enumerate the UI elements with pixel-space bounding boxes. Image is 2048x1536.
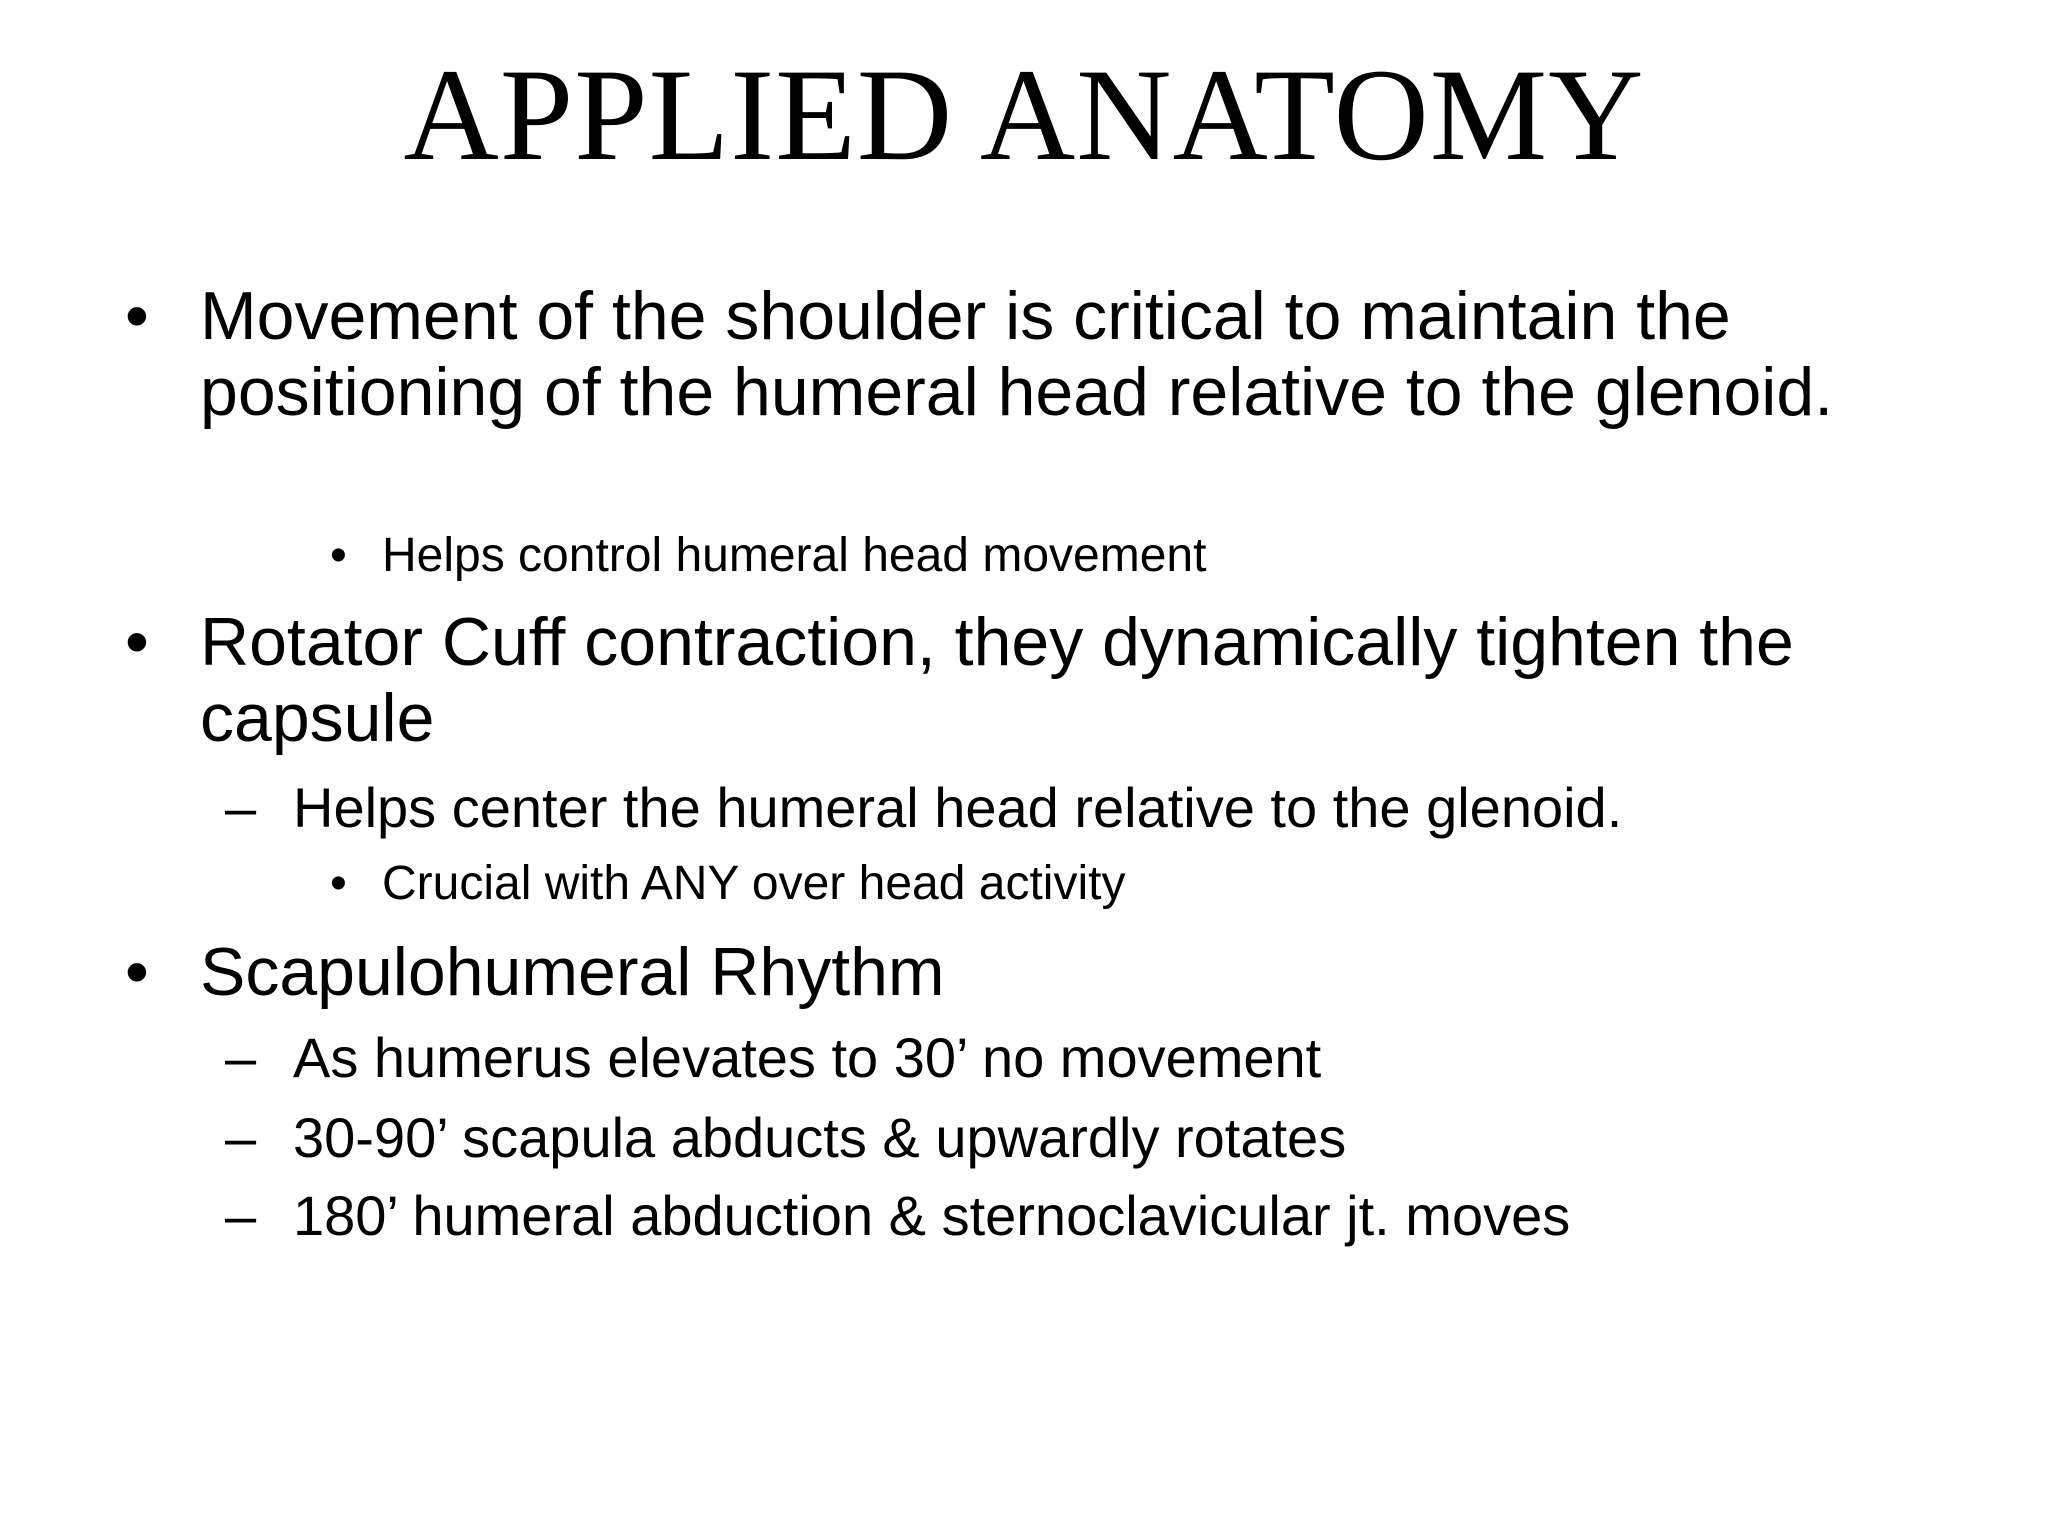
sub-bullet-item bbox=[0, 1106, 1668, 1170]
bullet-item bbox=[0, 278, 1834, 430]
sub-sub-bullet-item bbox=[0, 856, 1552, 912]
dash-marker: – bbox=[225, 1026, 257, 1089]
dash-marker: – bbox=[225, 1184, 257, 1247]
sub-bullet-item bbox=[0, 776, 1668, 840]
sub-bullet-text: 180’ humeral abduction & sternoclavicular jt. moves bbox=[293, 1184, 1571, 1247]
sub-sub-bullet-text: Crucial with ANY over head activity bbox=[382, 857, 1126, 910]
sub-bullet-item bbox=[0, 1184, 1668, 1248]
bullet-text: Movement of the shoulder is critical to maintain the positioning of the humeral head relative to the glenoid. bbox=[200, 278, 1834, 430]
sub-sub-bullet-text: Helps control humeral head movement bbox=[382, 529, 1207, 582]
bullet-marker: • bbox=[125, 604, 149, 680]
bullet-text: Rotator Cuff contraction, they dynamically tighten the capsule bbox=[200, 604, 1794, 756]
bullet-marker: • bbox=[125, 278, 149, 354]
sub-sub-bullet-marker: • bbox=[330, 857, 347, 910]
bullet-item bbox=[0, 934, 1795, 1010]
dash-marker: – bbox=[225, 776, 257, 839]
bullet-marker: • bbox=[125, 934, 149, 1010]
slide-title: APPLIED ANATOMY bbox=[403, 41, 1645, 188]
bullet-item bbox=[0, 604, 1795, 756]
bullet-text: Scapulohumeral Rhythm bbox=[200, 934, 945, 1010]
sub-bullet-text: 30-90’ scapula abducts & upwardly rotates bbox=[293, 1106, 1347, 1169]
sub-sub-bullet-marker: • bbox=[330, 529, 347, 582]
sub-bullet-item bbox=[0, 1026, 1668, 1090]
sub-sub-bullet-item bbox=[0, 528, 1552, 584]
sub-bullet-text: As humerus elevates to 30’ no movement bbox=[293, 1026, 1322, 1089]
dash-marker: – bbox=[225, 1106, 257, 1169]
sub-bullet-text: Helps center the humeral head relative to the glenoid. bbox=[293, 776, 1623, 839]
